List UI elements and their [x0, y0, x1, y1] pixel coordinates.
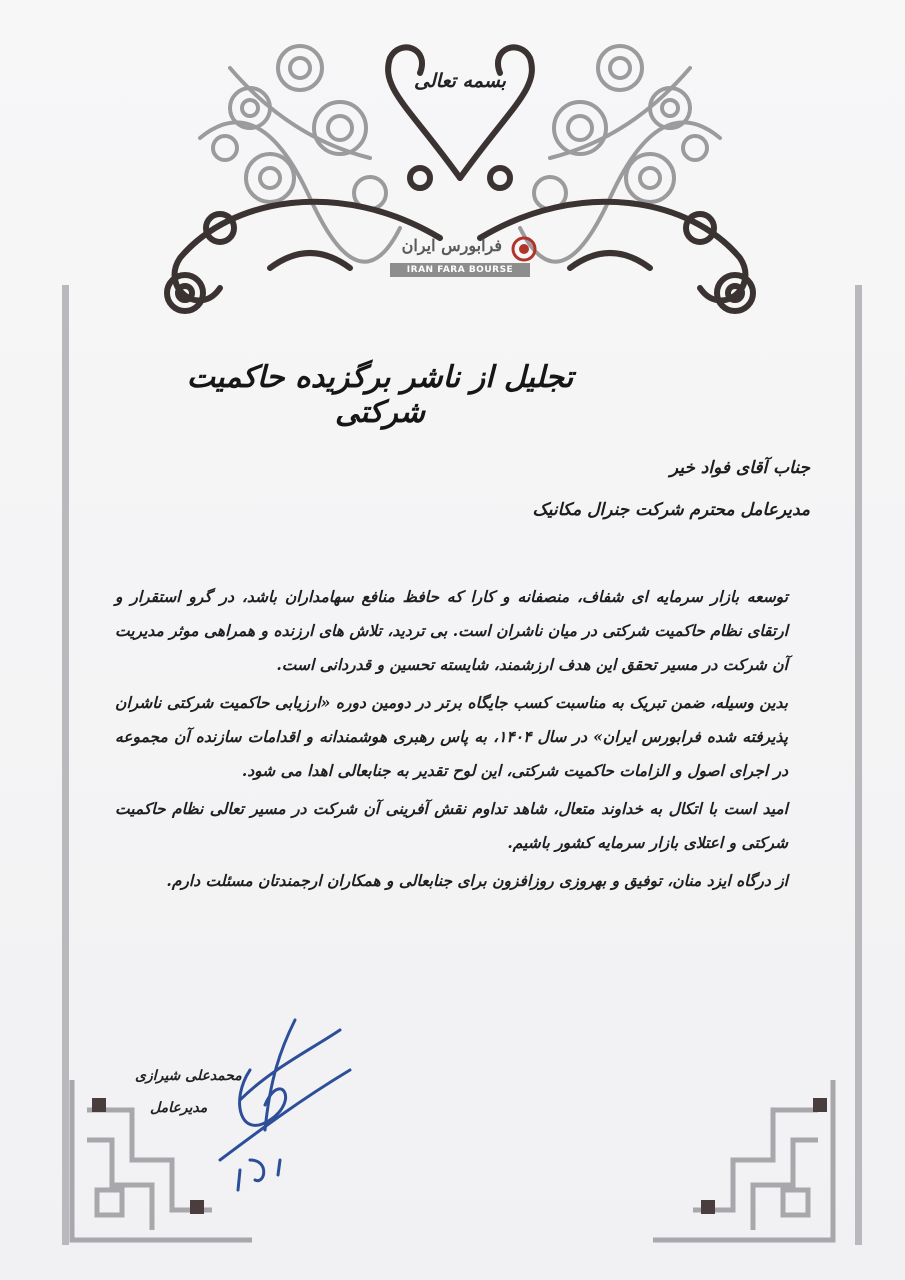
signer-role: مدیرعامل: [150, 1100, 208, 1116]
right-frame-rule: [855, 285, 862, 1245]
basmala-heading: بسمه تعالی: [414, 70, 506, 92]
signer-name: محمدعلی شیرازی: [135, 1068, 242, 1084]
recipient-role: مدیرعامل محترم شرکت جنرال مکانیک: [532, 500, 810, 520]
body-paragraph-1: توسعه بازار سرمایه ای شفاف، منصفانه و کارا که حافظ منافع سهامداران باشد، در گرو استقرار و ارتقای نظام حاکمیت شرکتی در میان ناشران است. بی تردید، تلاش های ارزنده و همراهی موثر مدیریت آن شرکت در مسیر تحقق این هدف ارزشمند، شایسته تحسین و قدردانی است.: [115, 587, 788, 674]
body-paragraph-4: از درگاه ایزد منان، توفیق و بهروزی روزافزون برای جنابعالی و همکاران ارجمندتان مسئلت دارم.: [166, 871, 788, 890]
recipient-name: جناب آقای فواد خیر: [669, 458, 810, 478]
iran-fara-bourse-logo: [390, 236, 540, 286]
logo-english-name: IRAN FARA BOURSE: [390, 263, 530, 277]
right-corner-ornament-icon: [643, 1070, 843, 1250]
left-corner-ornament-icon: [62, 1070, 262, 1250]
body-paragraph-2: بدین وسیله، ضمن تبریک به مناسبت کسب جایگاه برتر در دومین دوره «ارزیابی حاکمیت شرکتی ناشران پذیرفته شده فرابورس ایران» در سال ۱۴۰۴، به پاس رهبری هوشمندانه و اقدامات سازنده آن مجموعه در اجرای اصول و الزامات حاکمیت شرکتی، این لوح تقدیر به جنابعالی اهدا می شود.: [115, 693, 788, 780]
certificate-body: [115, 580, 788, 902]
certificate-title: تجلیل از ناشر برگزیده حاکمیت شرکتی: [186, 360, 574, 430]
logo-persian-name: فرابورس ایران: [401, 236, 502, 255]
logo-emblem-icon: [508, 236, 540, 262]
body-paragraph-3: امید است با اتکال به خداوند متعال، شاهد تداوم نقش آفرینی آن شرکت در مسیر تعالی نظام حاکمیت شرکتی و اعتلای بازار سرمایه کشور باشیم.: [115, 799, 788, 852]
